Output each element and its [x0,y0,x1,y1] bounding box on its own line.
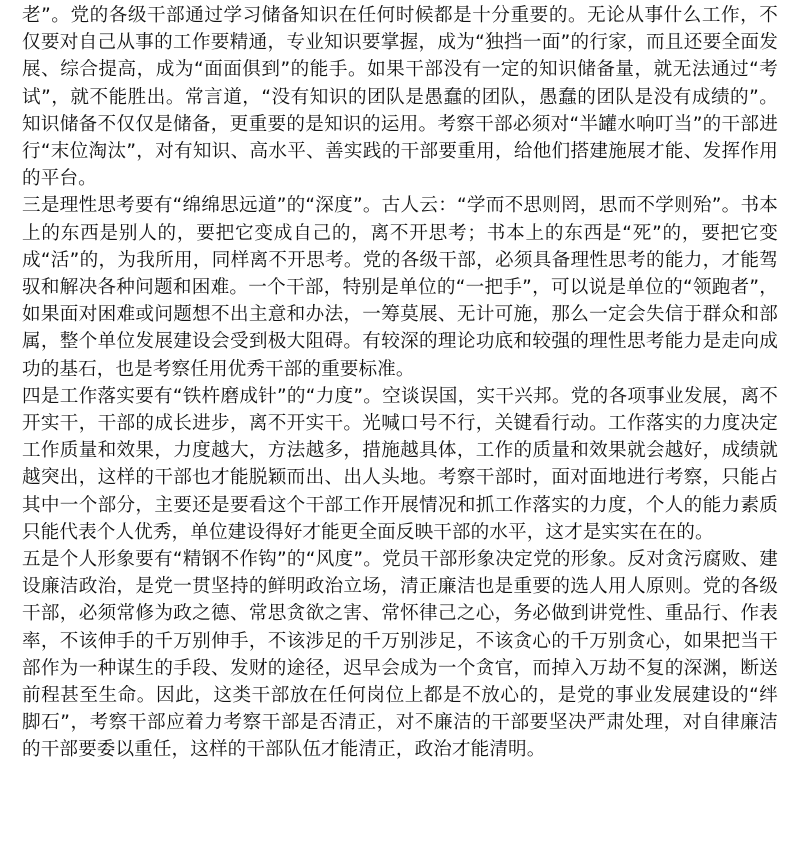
paragraph-work-implementation: 四是工作落实要有“铁杵磨成针”的“力度”。空谈误国，实干兴邦。党的各项事业发展，离不开实干，干部的成长进步，离不开实干。光喊口号不行，关键看行动。工作落实的力度决定工作质量和效果，力度越大，方法越多，措施越具体，工作的质量和效果就会越好，成绩就越突出，这样的干部也才能脱颖而出、出人头地。考察干部时，面对面地进行考察，只能占其中一个部分，主要还是要看这个干部工作开展情况和抓工作落实的力度，个人的能力素质只能代表个人优秀，单位建设得好才能更全面反映干部的水平，这才是实实在在的。 [22,385,778,543]
paragraph-rational-thinking: 三是理性思考要有“绵绵思远道”的“深度”。古人云：“学而不思则罔，思而不学则殆”。书本上的东西是别人的，要把它变成自己的，离不开思考；书本上的东西是“死”的，要把它变成“活”的，为我所用，同样离不开思考。党的各级干部，必须具备理性思考的能力，才能驾驭和解决各种问题和困难。一个干部，特别是单位的“一把手”，可以说是单位的“领跑者”，如果面对困难或问题想不出主意和办法，一筹莫展、无计可施，那么一定会失信于群众和部属，整个单位发展建设会受到极大阻碍。有较深的理论功底和较强的理性思考能力是走向成功的基石，也是考察任用优秀干部的重要标准。 [22,195,778,380]
paragraph-personal-image: 五是个人形象要有“精钢不作钩”的“风度”。党员干部形象决定党的形象。反对贪污腐败、建设廉洁政治，是党一贯坚持的鲜明政治立场，清正廉洁也是重要的选人用人原则。党的各级干部，必须常修为政之德、常思贪欲之害、常怀律己之心，务必做到讲党性、重品行、作表率，不该伸手的千万别伸手，不该涉足的千万别涉足，不该贪心的千万别贪心，如果把当干部作为一种谋生的手段、发财的途径，迟早会成为一个贪官，而掉入万劫不复的深渊，断送前程甚至生命。因此，这类干部放在任何岗位上都是不放心的，是党的事业发展建设的“绊脚石”，考察干部应着力考察干部是否清正，对不廉洁的干部要坚决严肃处理，对自律廉洁的干部要委以重任，这样的干部队伍才能清正，政治才能清明。 [22,549,778,761]
paragraph-knowledge-reserve: 老”。党的各级干部通过学习储备知识在任何时候都是十分重要的。无论从事什么工作，不仅要对自己从事的工作要精通，专业知识要掌握，成为“独挡一面”的行家，而且还要全面发展、综合提高，成为“面面俱到”的能手。如果干部没有一定的知识储备量，就无法通过“考试”，就不能胜出。常言道，“没有知识的团队是愚蠢的团队，愚蠢的团队是没有成绩的”。知识储备不仅仅是储备，更重要的是知识的运用。考察干部必须对“半罐水响叮当”的干部进行“末位淘汰”，对有知识、高水平、善实践的干部要重用，给他们搭建施展才能、发挥作用的平台。 [22,5,778,190]
